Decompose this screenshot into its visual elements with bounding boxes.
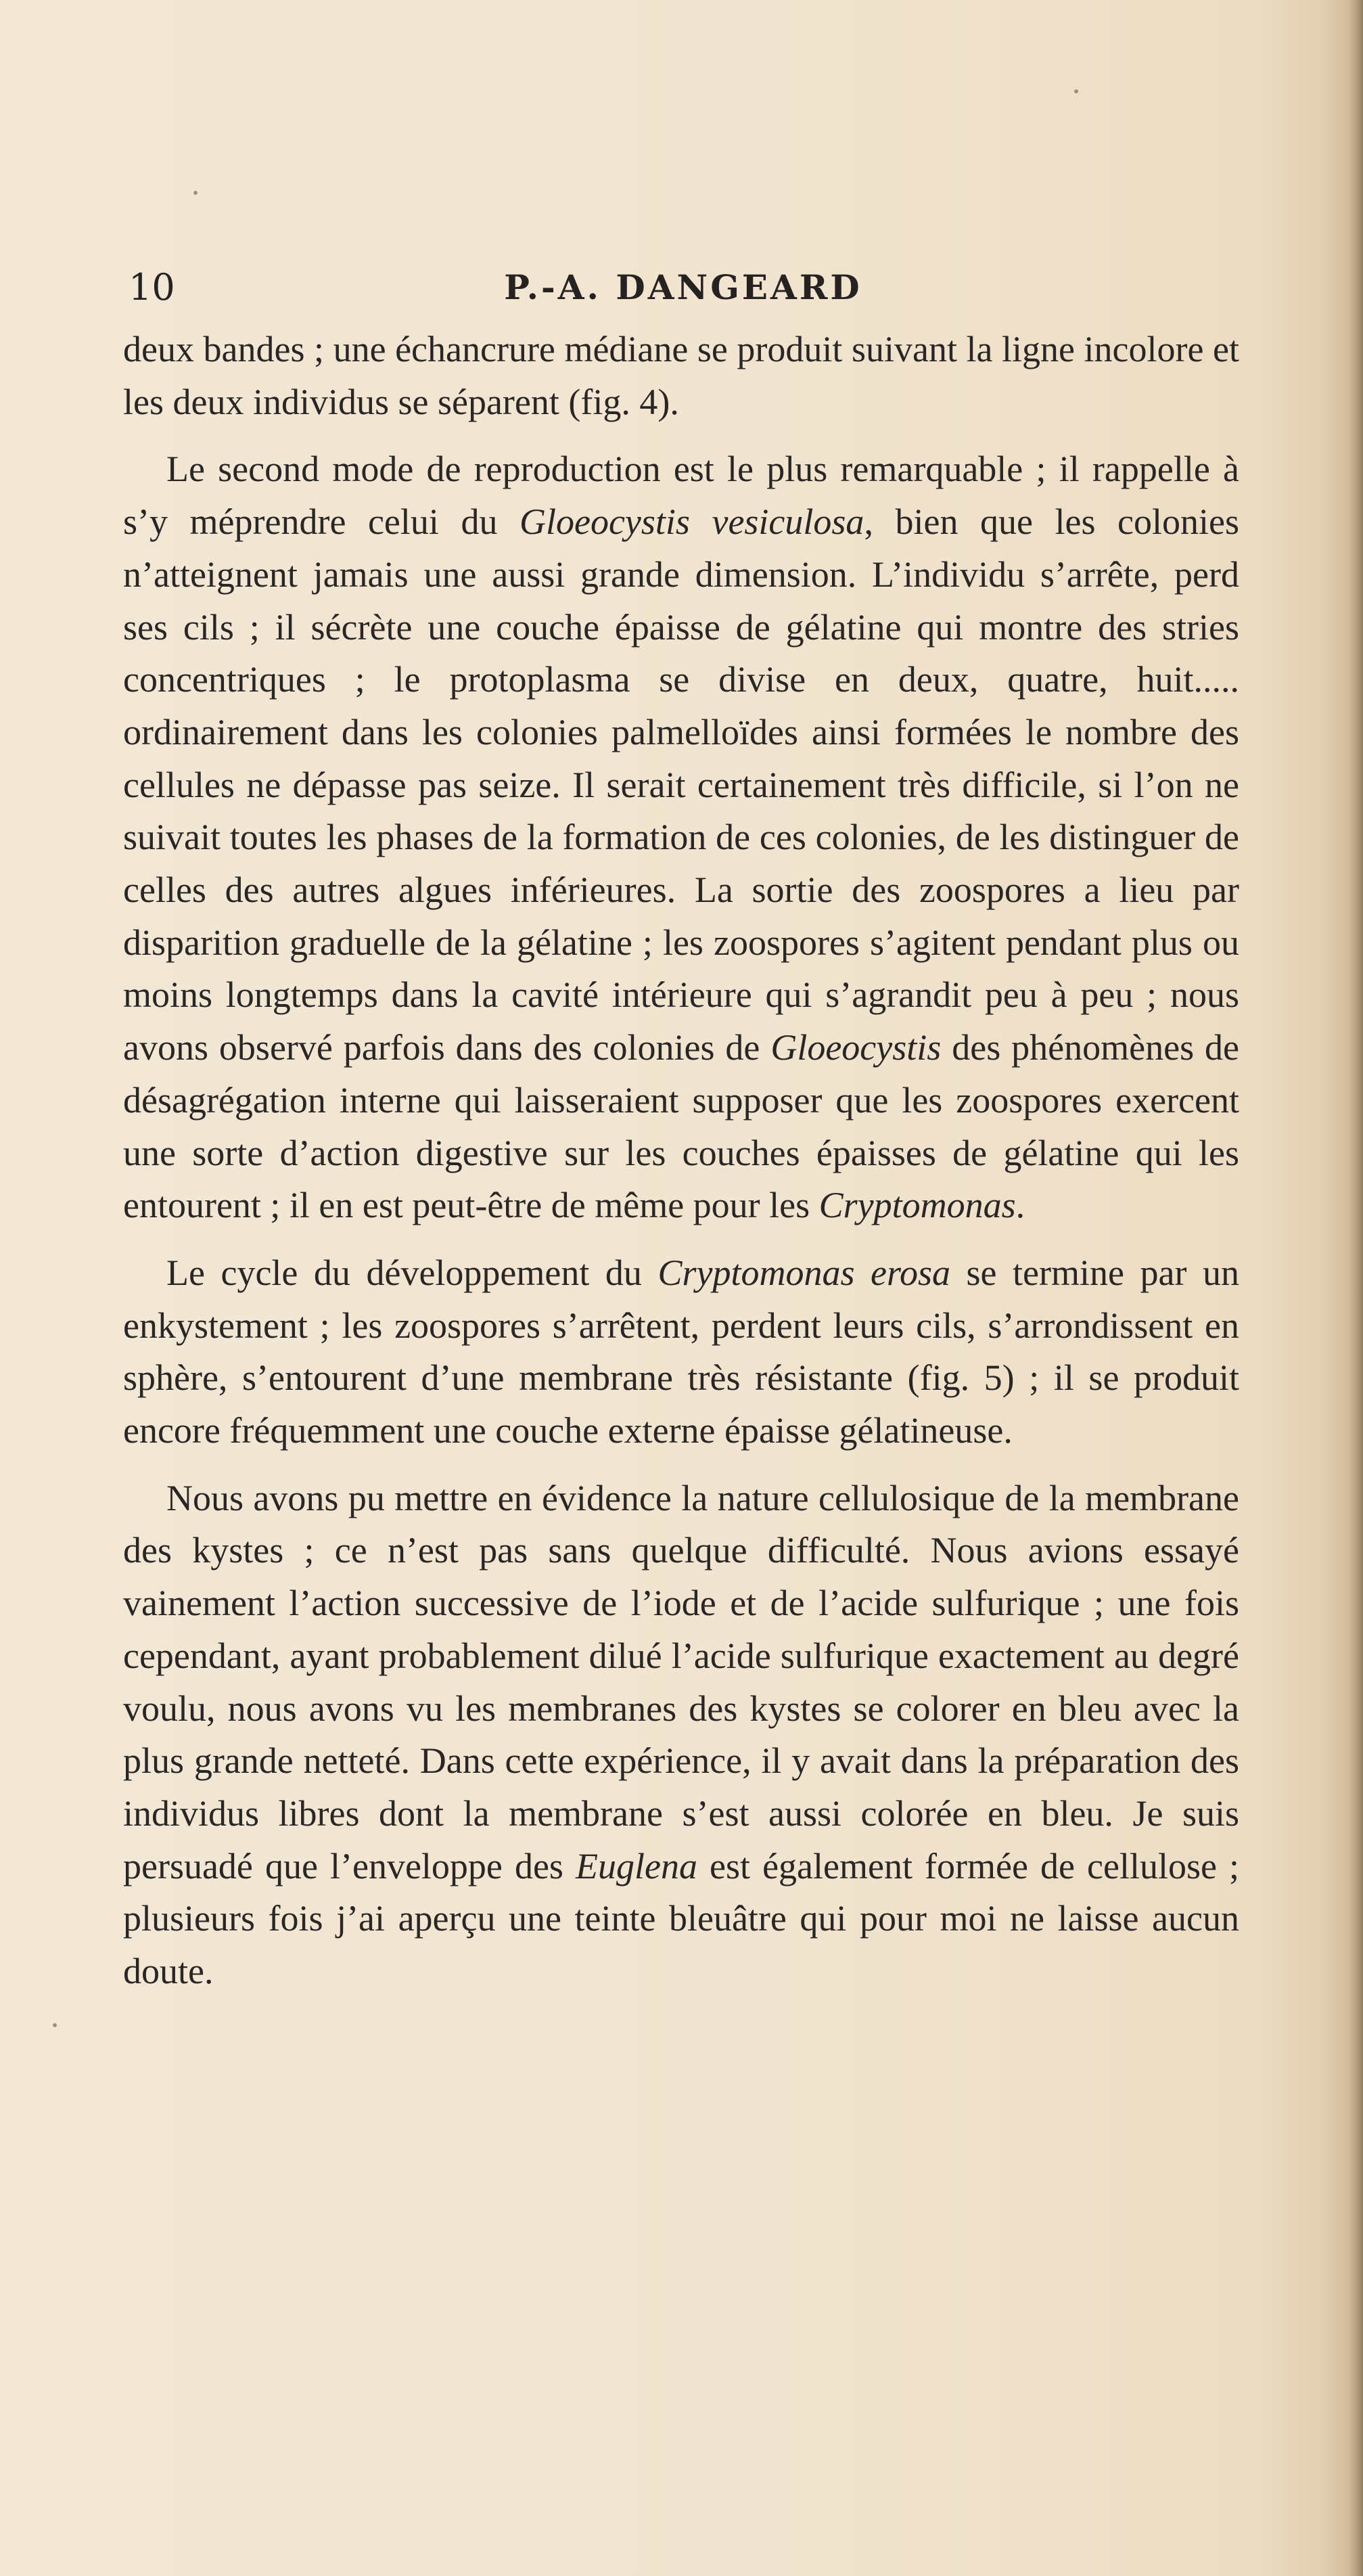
text-segment: Le second mode de reproduction est le plus remarquable ; il rappelle à s’y méprendre celui du	[123, 449, 1239, 543]
paragraph	[123, 323, 1239, 428]
italic-term: Cryptomonas erosa	[657, 1252, 950, 1293]
text-segment: se termine par un enkystement ; les zoospores s’arrêtent, perdent leurs cils, s’arrondissent en sphère, s’entourent d’une membrane très résistante (fig. 5) ; il se produit encore fréquemment une couche externe épaisse gélatineuse.	[123, 1252, 1239, 1451]
text-segment: Nous avons pu mettre en évidence la nature cellulosique de la membrane des kystes ; ce n’est pas sans quelque difficulté. Nous avions essayé vainement l’action successive de l’iode et de l’acide sulfurique ; une fois cependant, ayant probablement dilué l’acide sulfurique exactement au degré voulu, nous avons vu les membranes des kystes se colorer en bleu avec la plus grande netteté. Dans cette expérience, il y avait dans la préparation des individus libres dont la membrane s’est aussi colorée en bleu. Je suis persuadé que l’enveloppe des	[123, 1477, 1239, 1886]
italic-term: Cryptomonas	[818, 1185, 1016, 1226]
body-text	[123, 323, 1239, 2013]
text-segment: des phénomènes de désagrégation interne qui laisseraient supposer que les zoospores exercent une sorte d’action digestive sur les couches épaisses de gélatine qui les entourent ; il en est peut-être de même pour les	[123, 1027, 1239, 1226]
page-number: 10	[129, 266, 175, 309]
ink-speck	[53, 2023, 57, 2027]
ink-speck	[1074, 89, 1078, 93]
page-header	[129, 261, 1238, 315]
italic-term: Gloeocystis vesiculosa	[519, 501, 864, 543]
running-head: P.-A. DANGEARD	[504, 267, 862, 307]
text-segment: .	[1015, 1185, 1025, 1226]
text-segment: Le cycle du développement du	[166, 1252, 658, 1293]
paragraph	[123, 1247, 1239, 1458]
ink-speck	[193, 191, 198, 195]
italic-term: Gloeocystis	[770, 1027, 942, 1068]
italic-term: Euglena	[576, 1845, 697, 1886]
paragraph	[123, 1472, 1239, 1998]
page-edge-shadow	[1348, 0, 1363, 2576]
paragraph	[123, 443, 1239, 1232]
text-segment: est également formée de cellulose ; plusieurs fois j’ai aperçu une teinte bleuâtre qui pour moi ne laisse aucun doute.	[123, 1845, 1240, 1992]
text-segment: , bien que les colonies n’atteignent jamais une aussi grande dimension. L’individu s’arrête, perd ses cils ; il sécrète une couche épaisse de gélatine qui montre des stries concentriques ; le protoplasma se divise en deux, quatre, huit..... ordinairement dans les colonies palmelloïdes ainsi formées le nombre des cellules ne dépasse pas seize. Il serait certainement très difficile, si l’on ne suivait toutes les phases de la formation de ces colonies, de les distinguer de celles des autres algues inférieures. La sortie des zoospores a lieu par disparition graduelle de la gélatine ; les zoospores s’agitent pendant plus ou moins longtemps dans la cavité intérieure qui s’agrandit peu à peu ; nous avons observé parfois dans des colonies de	[123, 501, 1239, 1068]
text-segment: deux bandes ; une échancrure médiane se produit suivant la ligne incolore et les deux individus se séparent (fig. 4).	[123, 329, 1239, 422]
